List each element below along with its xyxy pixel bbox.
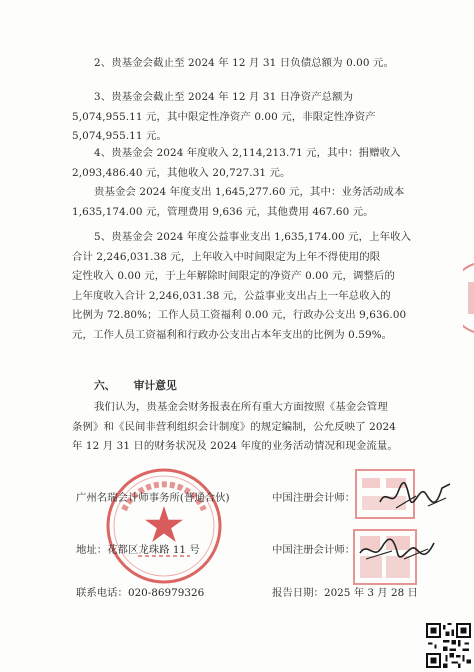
text-line: 5,074,955.11 元，其中限定性净资产 0.00 元，非限定性净资产 — [72, 110, 376, 123]
text-line: 上年度收入合计 2,246,031.38 元，公益事业支出占上一年总收入的 — [72, 289, 391, 302]
text-line: 条例》和《民间非营利组织会计制度》的规定编制，公允反映了 2024 — [72, 420, 396, 433]
cpa-label: 中国注册会计师： — [272, 544, 356, 556]
handwritten-signature — [356, 535, 438, 565]
paragraph-income — [72, 144, 412, 183]
handwritten-signature — [376, 478, 454, 514]
section-number: 六、 — [94, 379, 116, 392]
text-line: 4、贵基金会 2024 年度收入 2,114,213.71 元，其中：捐赠收入 — [94, 147, 401, 159]
paragraph-net-assets — [72, 88, 412, 147]
text-line: 定性收入 0.00 元，于上年解除时间限定的净资产 0.00 元，调整后的 — [72, 270, 395, 283]
text-line: 比例为 72.80%；工作人员工资福利 0.00 元，行政办公支出 9,636.00 — [72, 309, 407, 322]
paragraph-liabilities — [72, 54, 412, 74]
text-line: 3、贵基金会截止至 2024 年 12 月 31 日净资产总额为 — [94, 91, 354, 103]
text-line: 2、贵基金会截止至 2024 年 12 月 31 日负债总额为 0.00 元。 — [94, 57, 394, 69]
section-heading — [94, 378, 177, 393]
text-line: 5,074,955.11 元。 — [72, 130, 167, 143]
text-line: 1,635,174.00 元，管理费用 9,636 元，其他费用 467.60 元。 — [72, 205, 374, 218]
report-date: 报告日期：2025 年 3 月 28 日 — [272, 587, 418, 599]
firm-name: 广州名瑞会计师事务所(普通合伙) — [76, 492, 230, 504]
firm-address: 地址：花都区龙珠路 11 号 — [76, 544, 200, 556]
contact-phone: 联系电话：020-86979326 — [76, 587, 205, 599]
text-line: 年 12 月 31 日的财务状况及 2024 年度的业务活动情况和现金流量。 — [72, 440, 398, 453]
paragraph-audit-opinion — [72, 398, 412, 457]
text-line: 5、贵基金会 2024 年度公益事业支出 1,635,174.00 元，上年收入 — [94, 231, 412, 243]
firm-seal-stamp — [104, 466, 224, 586]
qr-code — [426, 623, 471, 668]
text-line: 元，工作人员工资福利和行政办公支出占本年支出的比例为 0.59%。 — [72, 328, 393, 341]
paragraph-expenditure — [72, 183, 412, 222]
text-line: 我们认为，贵基金会财务报表在所有重大方面按照《基金会管理 — [94, 401, 388, 413]
text-line: 2,093,486.40 元，其他收入 20,727.31 元。 — [72, 166, 291, 179]
cpa-label: 中国注册会计师： — [272, 492, 356, 504]
text-line: 贵基金会 2024 年度支出 1,645,277.60 元，其中：业务活动成本 — [94, 186, 405, 198]
paragraph-public-welfare — [72, 228, 412, 346]
paging-seal-stamp — [463, 262, 474, 334]
text-line: 合计 2,246,031.38 元，上年收入中时间限定为上年不得使用的限 — [72, 250, 381, 263]
section-title: 审计意见 — [133, 379, 177, 392]
